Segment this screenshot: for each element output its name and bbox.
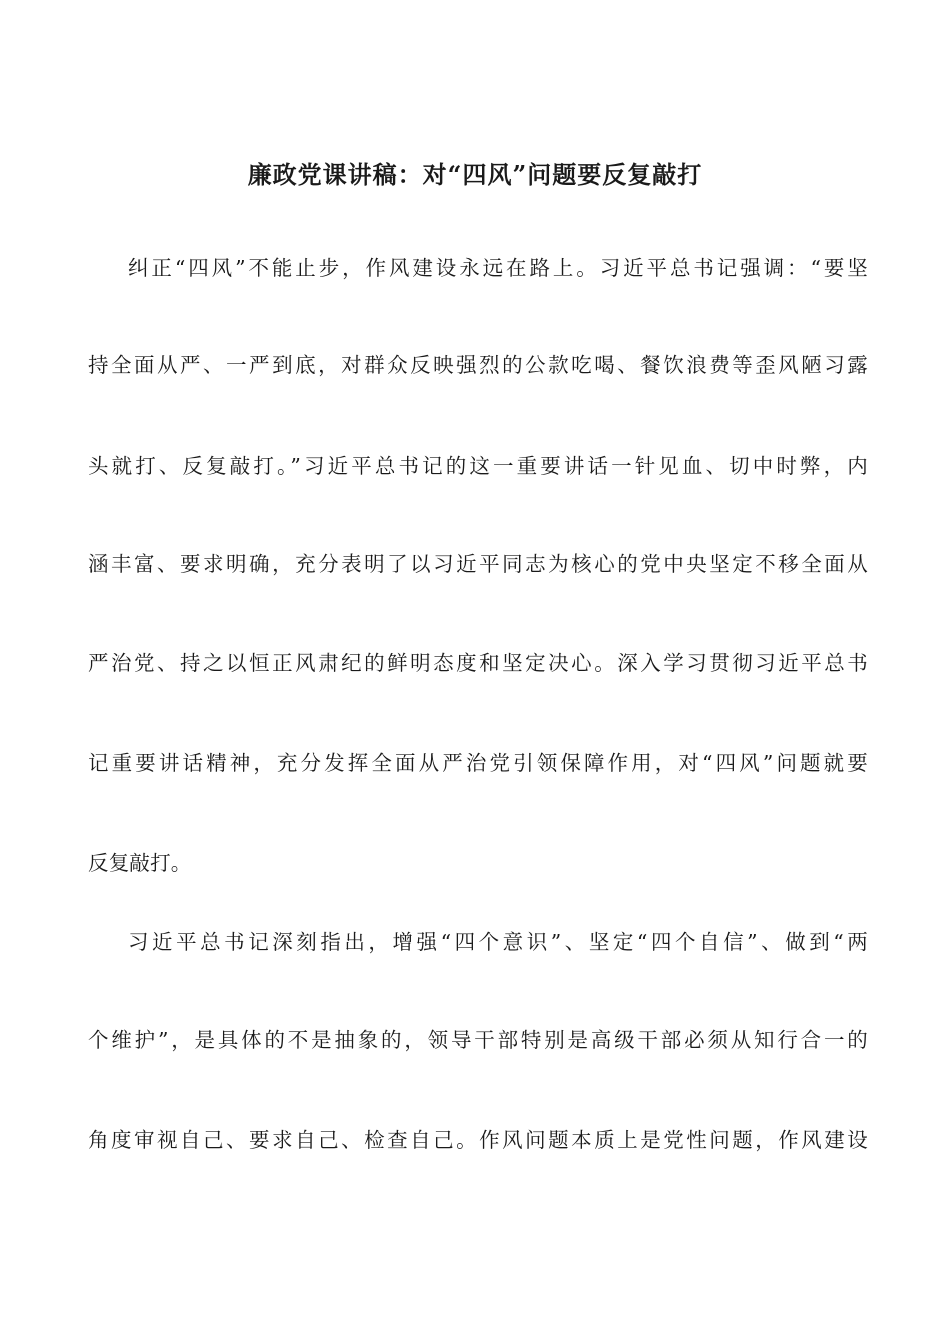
paragraph-line: 记重要讲话精神，充分发挥全面从严治党引领保障作用，对“四风”问题就要 (88, 751, 868, 775)
paragraph-line: 反复敲打。 (88, 851, 192, 875)
paragraph-line: 头就打、反复敲打。”习近平总书记的这一重要讲话一针见血、切中时弊，内 (88, 454, 868, 478)
paragraph-line: 角度审视自己、要求自己、检查自己。作风问题本质上是党性问题，作风建设 (88, 1128, 868, 1152)
paragraph-line: 涵丰富、要求明确，充分表明了以习近平同志为核心的党中央坚定不移全面从 (88, 552, 868, 576)
paragraph-line: 个维护”，是具体的不是抽象的，领导干部特别是高级干部必须从知行合一的 (88, 1028, 868, 1052)
paragraph-line: 持全面从严、一严到底，对群众反映强烈的公款吃喝、餐饮浪费等歪风陋习露 (88, 353, 868, 377)
paragraph-line: 纠正“四风”不能止步，作风建设永远在路上。习近平总书记强调：“要坚 (128, 256, 868, 280)
document-title: 廉政党课讲稿：对“四风”问题要反复敲打 (247, 160, 703, 189)
paragraph-line: 严治党、持之以恒正风肃纪的鲜明态度和坚定决心。深入学习贯彻习近平总书 (88, 651, 868, 675)
paragraph-line: 习近平总书记深刻指出，增强“四个意识”、坚定“四个自信”、做到“两 (128, 930, 868, 954)
